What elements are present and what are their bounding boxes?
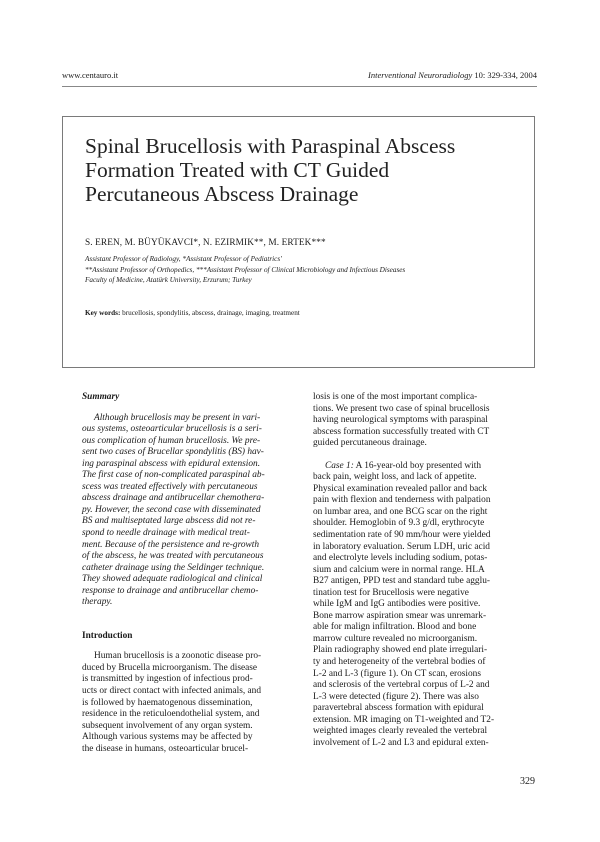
text-line: Human brucellosis is a zoonotic disease pro-	[94, 651, 262, 662]
case-first-line	[313, 461, 530, 473]
article-title	[85, 134, 525, 206]
text-line: extension. MR imaging on T1-weighted and T2-	[313, 714, 495, 725]
text-line: of the abscess, he was treated with percutaneous	[82, 551, 264, 562]
text-line: BS and multiseptated large abscess did not re-	[82, 516, 256, 527]
text-line: L-2 and L-3 (figure 1). On CT scan, erosions	[313, 668, 481, 679]
summary-text	[82, 413, 299, 609]
case-first-text: A 16-year-old boy presented with	[355, 460, 482, 471]
page-number: 329	[520, 776, 535, 787]
text-line: Although brucellosis may be present in vari-	[94, 412, 261, 423]
text-line: and sclerosis of the vertebral corpus of L-2 and	[313, 680, 490, 691]
title-box	[62, 116, 535, 368]
text-line: Although various systems may be affected by	[82, 732, 253, 743]
text-line: sedimentation rate of 90 mm/hour were yielded	[313, 530, 491, 541]
text-line: catheter drainage using the Seldinger technique.	[82, 562, 265, 573]
text-line: subsequent involvement of any organ system.	[82, 720, 253, 731]
journal-name: Interventional Neuroradiology	[368, 70, 473, 80]
text-line: residence in the reticuloendothelial system, and	[82, 709, 260, 720]
header-rule	[62, 86, 537, 87]
intro-continuation	[313, 392, 530, 450]
left-column	[82, 392, 299, 755]
text-line: is transmitted by ingestion of infectious prod-	[82, 674, 253, 685]
text-line: Plain radiography showed end plate irregulari-	[313, 645, 488, 656]
text-line: on lumbar area, and one BCG scar on the right	[313, 506, 488, 517]
case-1-text	[313, 461, 530, 750]
text-line: the disease in humans, osteoarticular brucel-	[82, 743, 249, 754]
right-column	[313, 392, 530, 749]
text-line: response to drainage and antibrucellar chemo-	[82, 585, 259, 596]
text-line: ous complication of human brucellosis. We pre-	[82, 435, 261, 446]
spacer	[82, 609, 299, 620]
text-line: spond to needle drainage with medical treat-	[82, 528, 250, 539]
text-line: The first case of non-complicated paraspinal ab-	[82, 470, 265, 481]
case-label: Case 1:	[325, 460, 354, 471]
text-line: tions. We present two case of spinal brucellosis	[313, 403, 490, 414]
keywords-label: Key words:	[85, 309, 121, 317]
introduction-heading: Introduction	[82, 630, 133, 641]
affiliations	[85, 254, 405, 286]
text-line: ty and heterogeneity of the vertebral bodies of	[313, 657, 486, 668]
text-line: py. However, the second case with disseminated	[82, 504, 261, 515]
text-line: able for malign infiltration. Blood and bone	[313, 622, 477, 633]
text-line: Bone marrow aspiration smear was unremark-	[313, 610, 487, 621]
text-line: Physical examination revealed pallor and back	[313, 483, 488, 494]
text-line: abscess formation successfully treated with CT	[313, 426, 490, 437]
affiliation-line: **Assistant Professor of Orthopedics, ***Assistant Professor of Clinical Microbiology and Infectious Diseases	[85, 265, 406, 274]
text-line: abscess drainage and antibrucellar chemothera-	[82, 493, 265, 504]
text-line: involvement of L-2 and L3 and epidural exten-	[313, 737, 489, 748]
title-line: Percutaneous Abscess Drainage	[85, 182, 359, 206]
text-line: duced by Brucella microorganism. The disease	[82, 662, 258, 673]
text-line: losis is one of the most important complica-	[313, 392, 478, 402]
introduction-text	[82, 651, 299, 755]
summary-heading: Summary	[82, 392, 120, 402]
text-line: guided percutaneous drainage.	[313, 438, 427, 449]
text-line: sent two cases of Brucellar spondylitis (BS) hav-	[82, 447, 264, 458]
text-line: marrow culture revealed no microorganism.	[313, 633, 478, 644]
journal-citation	[368, 70, 537, 80]
text-line: shoulder. Hemoglobin of 9.3 g/dl, erythrocyte	[313, 518, 485, 529]
affiliation-line: Assistant Professor of Radiology, *Assistant Professor of Pediatrics'	[85, 255, 282, 263]
keywords-text: brucellosis, spondylitis, abscess, drainage, imaging, treatment	[122, 309, 300, 317]
text-line: and electrolyte levels including sodium, potas-	[313, 553, 488, 564]
keywords	[85, 309, 300, 317]
text-line: tination test for Brucellosis were negative	[313, 587, 469, 598]
spacer	[82, 620, 299, 631]
title-line: Formation Treated with CT Guided	[85, 158, 390, 182]
title-line: Spinal Brucellosis with Paraspinal Abscess	[85, 134, 456, 158]
spacer	[313, 450, 530, 461]
text-line: scess was treated effectively with percutaneous	[82, 481, 258, 492]
text-line: ing paraspinal abscess with epidural extension.	[82, 458, 261, 469]
text-line: B27 antigen, PPD test and standard tube agglu-	[313, 576, 490, 587]
text-line: ous systems, osteoarticular brucellosis is a seri-	[82, 424, 262, 435]
text-line: is followed by haematogenous dissemination,	[82, 697, 253, 708]
text-line: paravertebral abscess formation with epidural	[313, 703, 484, 714]
text-line: having neurological symptoms with paraspinal	[313, 415, 488, 426]
text-line: while IgM and IgG antibodies were positive.	[313, 599, 481, 610]
affiliation-line: Faculty of Medicine, Atatürk University, Erzurum; Turkey	[85, 276, 252, 284]
text-line: back pain, weight loss, and lack of appetite.	[313, 472, 477, 483]
text-line: ucts or direct contact with infected animals, and	[82, 686, 262, 697]
text-line: therapy.	[82, 597, 113, 608]
text-line: L-3 were detected (figure 2). There was also	[313, 691, 479, 702]
text-line: pain with flexion and tenderness with palpation	[313, 495, 491, 506]
text-line: weighted images clearly revealed the vertebral	[313, 726, 488, 737]
journal-website: www.centauro.it	[62, 70, 119, 80]
text-line: sium and calcium were in normal range. HLA	[313, 564, 485, 575]
volume-pages: 10: 329-334, 2004	[474, 70, 537, 80]
text-line: in laboratory evaluation. Serum LDH, uric acid	[313, 541, 490, 552]
text-line: They showed adequate radiological and clinical	[82, 574, 263, 585]
author-list: S. EREN, M. BÜYÜKAVCI*, N. EZIRMIK**, M. ERTEK***	[85, 238, 326, 248]
text-line: ment. Because of the persistence and re-growth	[82, 539, 260, 550]
